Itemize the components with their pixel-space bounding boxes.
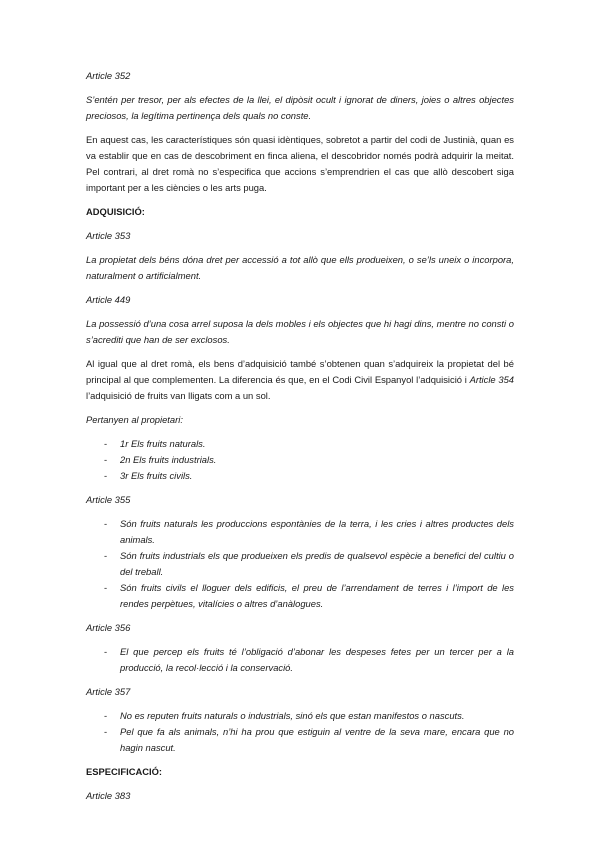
article-357-title: Article 357 [86,686,131,697]
heading-adquisicio: ADQUISICIÓ: [86,206,145,217]
list-item: - Pel que fa als animals, n’hi ha prou que estiguin al ventre de la seva mare, encara que no hagin nascut. [86,724,514,756]
list-item: - No es reputen fruits naturals o industrials, sinó els que estan manifestos o nascuts. [86,708,514,724]
article-356-title: Article 356 [86,622,131,633]
document-body [86,68,514,804]
pertanyen-label: Pertanyen al propietari: [86,414,183,425]
paragraph-justinian: En aquest cas, les característiques són quasi idèntiques, sobretot a partir del codi de Justinià, quan es va establir que en cas de descobriment en finca aliena, el descobridor només podrà adquirir la meitat. Pel contrari, al dret romà no s’especifica que accions s’emprendrien el cas que allò descobert siga important per a les ciències o les arts puga. [86,134,514,193]
list-item: - Són fruits industrials els que produeixen els predis de qualsevol espècie a benefici del cultiu o del treball. [86,548,514,580]
article-354-ref: Article 354 [469,374,514,385]
article-449-title: Article 449 [86,294,131,305]
article-383-title: Article 383 [86,790,131,801]
list-item: - 2n Els fruits industrials. [86,452,514,468]
list-item: - Són fruits civils el lloguer dels edificis, el preu de l’arrendament de terres i l’import de les rendes perpètues, vitalícies o altres d’anàlogues. [86,580,514,612]
article-357-list [86,708,514,756]
list-item: - Són fruits naturals les produccions espontànies de la terra, i les cries i altres productes dels animals. [86,516,514,548]
paragraph-roman-law-b: l’adquisició de fruits van lligats com a un sol. [86,390,271,401]
article-355-list [86,516,514,612]
list-item: - 3r Els fruits civils. [86,468,514,484]
fruits-list [86,436,514,484]
article-353-text: La propietat dels béns dóna dret per accessió a tot allò que ells produeixen, o se’ls uneix o incorpora, naturalment o artificialment. [86,254,514,281]
list-item: - El que percep els fruits té l’obligació d’abonar les despeses fetes per un tercer per a la producció, la recol·lecció i la conservació. [86,644,514,676]
article-352-text: S’entén per tresor, per als efectes de la llei, el dipòsit ocult i ignorat de diners, joies o altres objectes preciosos, la legítima pertinença dels quals no conste. [86,94,514,121]
article-353-title: Article 353 [86,230,131,241]
article-356-list [86,644,514,676]
article-449-text: La possessió d’una cosa arrel suposa la dels mobles i els objectes que hi hagi dins, mentre no consti o s’acrediti que han de ser exclosos. [86,318,514,345]
heading-especificacio: ESPECIFICACIÓ: [86,766,163,777]
article-355-title: Article 355 [86,494,131,505]
paragraph-roman-law-a: Al igual que al dret romà, els bens d’adquisició també s’obtenen quan s’adquireix la propietat del bé principal al que complementen. La diferencia és que, en el Codi Civil Espanyol l’adquisició i [86,358,514,385]
article-352-title: Article 352 [86,70,131,81]
paragraph-roman-law [86,356,514,404]
list-item: - 1r Els fruits naturals. [86,436,514,452]
